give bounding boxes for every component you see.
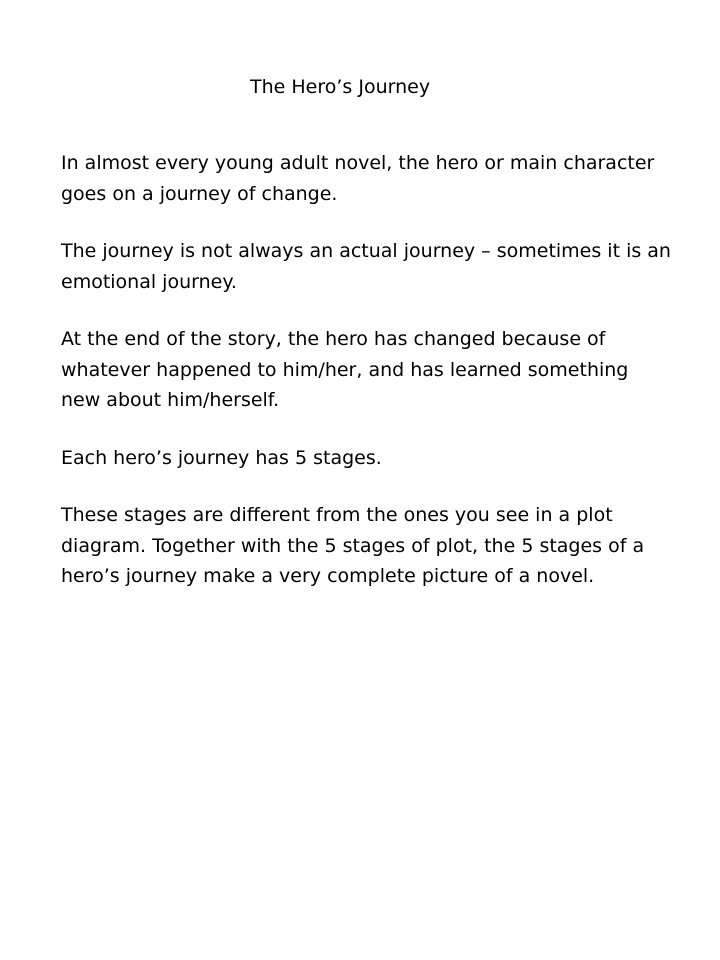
body-text	[61, 148, 671, 619]
paragraph-hero-changed: At the end of the story, the hero has changed because of whatever happened to him/her, and has learned something new about him/herself.	[61, 328, 629, 411]
page-title: The Hero’s Journey	[250, 76, 431, 98]
paragraph-plot-comparison: These stages are different from the ones you see in a plot diagram. Together with the 5 stages of plot, the 5 stages of a hero’s journey make a very complete picture of a novel.	[61, 504, 645, 587]
paragraph-intro: In almost every young adult novel, the hero or main character goes on a journey of change.	[61, 152, 655, 205]
paragraph-five-stages: Each hero’s journey has 5 stages.	[61, 446, 382, 469]
paragraph-emotional-journey: The journey is not always an actual journey – sometimes it is an emotional journey.	[61, 240, 671, 293]
